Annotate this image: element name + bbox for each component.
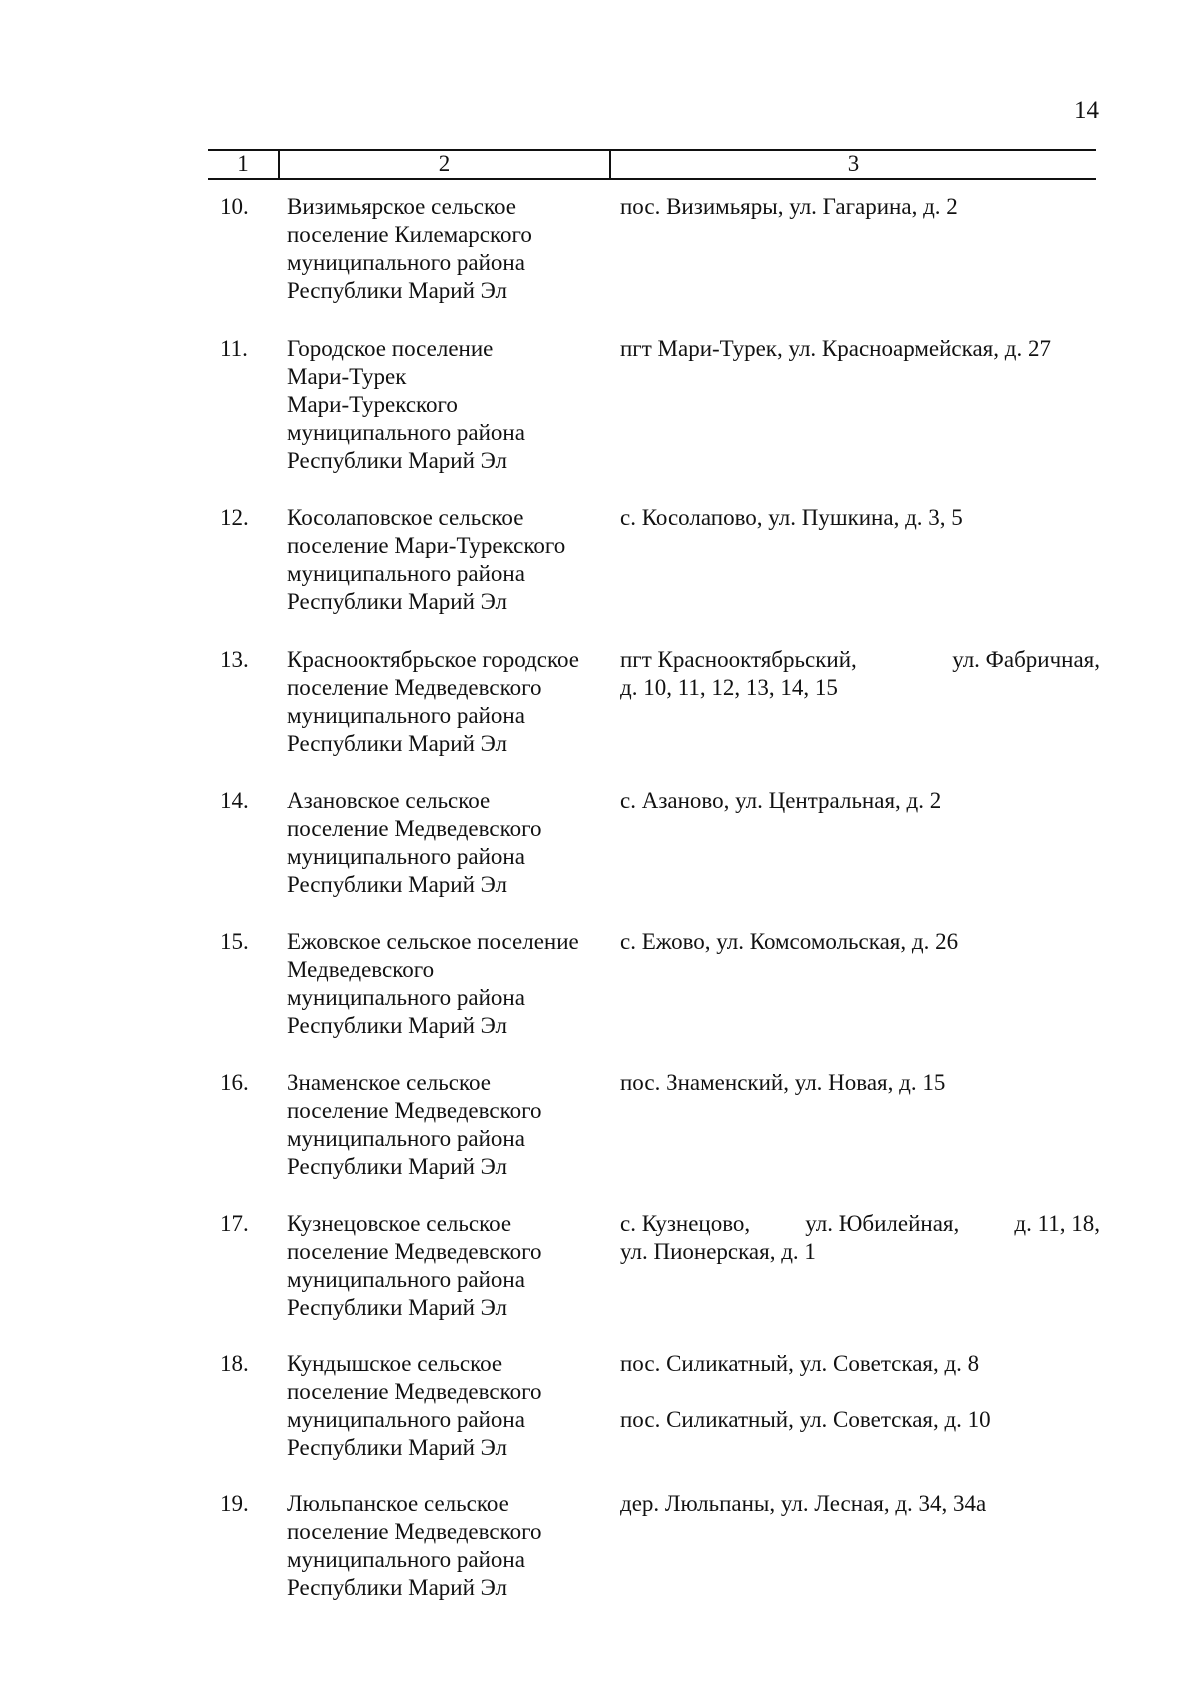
address — [620, 1490, 1100, 1518]
settlement-name-line: Кундышское сельское — [287, 1351, 503, 1376]
row-number: 13. — [220, 647, 249, 672]
address — [620, 928, 1100, 956]
settlement-name-line: муниципального района — [287, 1126, 525, 1151]
address-line: пос. Силикатный, ул. Советская, д. 10 — [620, 1407, 991, 1432]
settlement-name-line: муниципального района — [287, 1547, 525, 1572]
address — [620, 1350, 1100, 1434]
settlement-name — [287, 193, 607, 305]
settlement-name-line: Городское поселение — [287, 336, 494, 361]
column-header-number: 1 — [237, 151, 249, 176]
address-part: ул. Фабричная, — [952, 647, 1100, 672]
row-number: 12. — [220, 505, 249, 530]
address — [620, 193, 1100, 221]
settlement-name — [287, 1350, 607, 1462]
settlement-name-line: Кузнецовское сельское — [287, 1211, 512, 1236]
settlement-name-line: поселение Медведевского — [287, 816, 542, 841]
row-number: 14. — [220, 788, 249, 813]
row-number: 19. — [220, 1491, 249, 1516]
settlement-name-line: муниципального района — [287, 420, 525, 445]
settlement-name-line: Республики Марий Эл — [287, 872, 508, 897]
row-number: 10. — [220, 194, 249, 219]
settlement-name-line: Визимьярское сельское — [287, 194, 516, 219]
settlement-name-line: Медведевского — [287, 957, 435, 982]
page-number: 14 — [1074, 97, 1099, 124]
row-number: 11. — [220, 336, 248, 361]
address-line: пос. Знаменский, ул. Новая, д. 15 — [620, 1070, 946, 1095]
address-part: с. Кузнецово, — [620, 1211, 751, 1236]
settlement-name-line: поселение Медведевского — [287, 675, 542, 700]
settlement-name-line: Республики Марий Эл — [287, 1575, 508, 1600]
settlement-name — [287, 646, 607, 758]
address-line: с. Азаново, ул. Центральная, д. 2 — [620, 788, 942, 813]
table-header-bottom-rule — [208, 178, 1096, 180]
settlement-name-line: Республики Марий Эл — [287, 278, 508, 303]
settlement-name-line: поселение Медведевского — [287, 1519, 542, 1544]
address-line: ул. Пионерская, д. 1 — [620, 1239, 816, 1264]
settlement-name-line: Мари-Турек — [287, 364, 407, 389]
row-number: 15. — [220, 929, 249, 954]
address-line: пос. Силикатный, ул. Советская, д. 8 — [620, 1351, 980, 1376]
address — [620, 646, 1100, 702]
settlement-name-line: муниципального района — [287, 250, 525, 275]
column-header-address: 3 — [847, 151, 860, 176]
address — [620, 1069, 1100, 1097]
address — [620, 787, 1100, 815]
address-line — [620, 646, 1100, 674]
address — [620, 335, 1100, 363]
address-line — [620, 1210, 1100, 1238]
settlement-name — [287, 928, 607, 1040]
row-number: 17. — [220, 1211, 249, 1236]
address-line: д. 10, 11, 12, 13, 14, 15 — [620, 675, 838, 700]
row-number: 16. — [220, 1070, 249, 1095]
settlement-name-line: Знаменское сельское — [287, 1070, 491, 1095]
settlement-name — [287, 335, 607, 475]
settlement-name-line: Республики Марий Эл — [287, 448, 508, 473]
settlement-name-line: Мари-Турекского — [287, 392, 458, 417]
address — [620, 1210, 1100, 1266]
settlement-name-line: муниципального района — [287, 561, 525, 586]
settlement-name-line: Республики Марий Эл — [287, 1154, 508, 1179]
address-part: д. 11, 18, — [1014, 1211, 1100, 1236]
settlement-name — [287, 1490, 607, 1602]
address-part: пгт Краснооктябрьский, — [620, 647, 857, 672]
settlement-name-line: Азановское сельское — [287, 788, 491, 813]
settlement-name-line: Республики Марий Эл — [287, 1435, 508, 1460]
settlement-name — [287, 1069, 607, 1181]
settlement-name-line: поселение Мари-Турекского — [287, 533, 566, 558]
settlement-name-line: Республики Марий Эл — [287, 1013, 508, 1038]
settlement-name-line: муниципального района — [287, 844, 525, 869]
address-part: ул. Юбилейная, — [805, 1211, 960, 1236]
address — [620, 504, 1100, 532]
settlement-name — [287, 504, 607, 616]
settlement-name-line: поселение Медведевского — [287, 1098, 542, 1123]
settlement-name-line: Косолаповское сельское — [287, 505, 524, 530]
settlement-name-line: Республики Марий Эл — [287, 589, 508, 614]
settlement-name-line: муниципального района — [287, 1407, 525, 1432]
address-line: пгт Мари-Турек, ул. Красноармейская, д. 27 — [620, 336, 1051, 361]
settlement-name-line: Люльпанское сельское — [287, 1491, 509, 1516]
settlement-name-line: поселение Медведевского — [287, 1379, 542, 1404]
settlement-name-line: Республики Марий Эл — [287, 731, 508, 756]
settlement-name-line: Краснооктябрьское городское — [287, 647, 580, 672]
settlement-name-line: муниципального района — [287, 985, 525, 1010]
settlement-name-line: Республики Марий Эл — [287, 1295, 508, 1320]
settlement-name-line: поселение Килемарского — [287, 222, 532, 247]
settlement-name — [287, 1210, 607, 1322]
column-header-name: 2 — [438, 151, 451, 176]
settlement-name-line: Ежовское сельское поселение — [287, 929, 579, 954]
row-number: 18. — [220, 1351, 249, 1376]
address-line: с. Косолапово, ул. Пушкина, д. 3, 5 — [620, 505, 963, 530]
address-line: пос. Визимьяры, ул. Гагарина, д. 2 — [620, 194, 958, 219]
address-line: дер. Люльпаны, ул. Лесная, д. 34, 34а — [620, 1491, 987, 1516]
settlement-name-line: поселение Медведевского — [287, 1239, 542, 1264]
settlement-name-line: муниципального района — [287, 703, 525, 728]
settlement-name-line: муниципального района — [287, 1267, 525, 1292]
settlement-name — [287, 787, 607, 899]
address-line: с. Ежово, ул. Комсомольская, д. 26 — [620, 929, 959, 954]
